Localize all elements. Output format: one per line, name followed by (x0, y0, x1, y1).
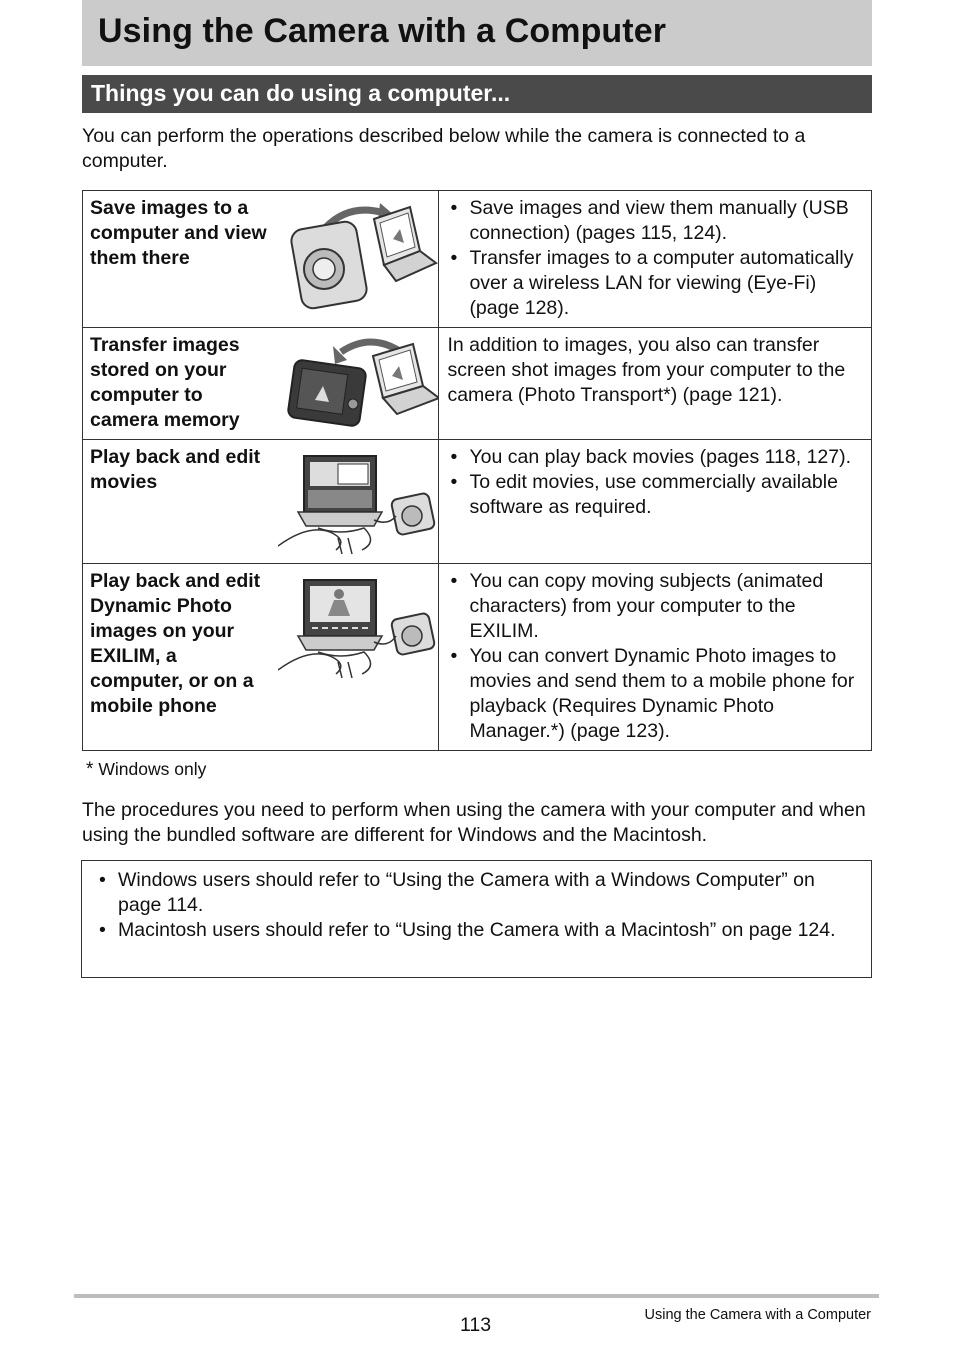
description-bullet: • You can copy moving subjects (animated characters) from your computer to the EXILIM. (447, 569, 863, 644)
footer-divider (74, 1294, 879, 1298)
feature-description (439, 564, 872, 751)
intro-paragraph: You can perform the operations described below while the camera is connected to a computer. (82, 125, 806, 172)
description-bullet: • Transfer images to a computer automatically over a wireless LAN for viewing (Eye-Fi) (page 128). (447, 246, 863, 321)
feature-label: Transfer images stored on your computer to camera memory (90, 334, 240, 431)
chapter-header (82, 0, 872, 66)
table-row (83, 191, 872, 328)
section-title: Things you can do using a computer... (91, 80, 511, 106)
feature-description (439, 440, 872, 564)
feature-cell (83, 564, 439, 751)
description-bullet: • You can play back movies (pages 118, 127). (447, 445, 863, 470)
features-table (82, 190, 872, 751)
section-header (82, 75, 872, 113)
footnote (86, 759, 206, 781)
laptop-to-camera-illustration (283, 334, 439, 438)
reference-item: • Windows users should refer to “Using the Camera with a Windows Computer” on page 114. (96, 868, 851, 918)
movie-editing-illustration (278, 450, 438, 558)
feature-cell (83, 440, 439, 564)
table-row (83, 564, 872, 751)
description-bullet: • You can convert Dynamic Photo images to movies and send them to a mobile phone for playback (Requires Dynamic Photo Manager.*) (page 123). (447, 644, 863, 744)
feature-label: Play back and edit movies (90, 446, 261, 493)
running-footer-title: Using the Camera with a Computer (644, 1307, 871, 1323)
dynamic-photo-illustration (278, 576, 438, 684)
camera-to-laptop-illustration (288, 199, 438, 319)
description-bullet: • Save images and view them manually (USB connection) (pages 115, 124). (447, 196, 863, 246)
description-bullet: • To edit movies, use commercially available software as required. (447, 470, 863, 520)
page-title: Using the Camera with a Computer (98, 12, 667, 50)
table-row (83, 440, 872, 564)
reference-item: • Macintosh users should refer to “Using the Camera with a Macintosh” on page 124. (96, 918, 851, 943)
page-number: 113 (460, 1314, 492, 1336)
feature-description (439, 328, 872, 440)
description-text: In addition to images, you also can transfer screen shot images from your computer to the camera (Photo Transport*) (page 121). (447, 334, 846, 406)
reference-box (81, 860, 872, 978)
footnote-text: Windows only (98, 759, 207, 779)
procedures-paragraph: The procedures you need to perform when using the camera with your computer and when using the bundled software are different for Windows and the Macintosh. (82, 799, 866, 846)
feature-label: Save images to a computer and view them there (90, 197, 267, 269)
feature-description (439, 191, 872, 328)
feature-label: Play back and edit Dynamic Photo images on your EXILIM, a computer, or on a mobile phone (90, 570, 261, 717)
table-row (83, 328, 872, 440)
footnote-mark: * (86, 759, 94, 780)
feature-cell (83, 328, 439, 440)
feature-cell (83, 191, 439, 328)
